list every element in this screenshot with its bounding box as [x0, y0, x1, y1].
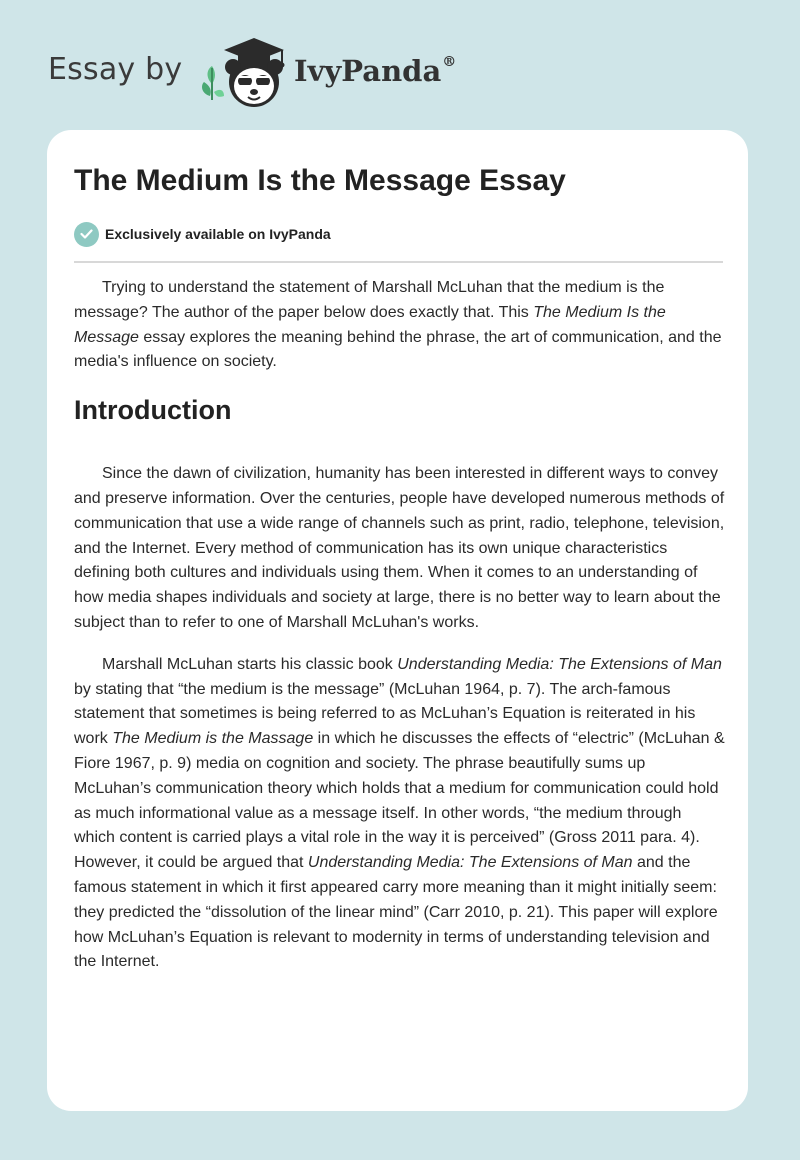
exclusive-label: Exclusively available on IvyPanda — [105, 226, 331, 242]
registered-mark: ® — [442, 54, 457, 71]
body-paragraph-1: Since the dawn of civilization, humanity has been interested in different ways to convey and preserve information. Over the centuries, people have developed numerous methods of communication that use a wide range of channels such as print, radio, telephone, television, and the Internet. Every method of communication has its own unique characteristics defining both cultures and individuals using them. When it comes to an understanding of how media shapes individuals and society at large, there is no better way to learn about the subject than to refer to one of Marshall McLuhan's works. — [74, 465, 725, 631]
brand-name[interactable]: IvyPanda® — [294, 54, 457, 88]
essay-body — [74, 276, 726, 992]
check-icon — [74, 222, 99, 247]
page-title: The Medium Is the Message Essay — [74, 164, 566, 197]
essay-card — [47, 130, 748, 1111]
intro-paragraph: Trying to understand the statement of Marshall McLuhan that the medium is the message? The author of the paper below does exactly that. This The Medium Is the Message essay explores the meaning behind the phrase, the art of communication, and the media's influence on society. — [74, 279, 722, 371]
exclusive-badge — [74, 221, 331, 247]
site-header — [48, 34, 508, 114]
body-paragraph-2: Marshall McLuhan starts his classic book Understanding Media: The Extensions of Man by stating that “the medium is the message” (McLuhan 1964, p. 7). The arch-famous statement that sometimes is being referred to as McLuhan’s Equation is reiterated in his work The Medium is the Massage in which he discusses the effects of “electric” (McLuhan & Fiore 1967, p. 9) media on cognition and society. The phrase beautifully sums up McLuhan’s communication theory which holds that a medium for communication could hold as much informational value as a message itself. In other words, “the medium through which content is carried plays a vital role in the way it is perceived” (Gross 2011 para. 4). However, it could be argued that Understanding Media: The Extensions of Man and the famous statement in which it first appeared carry more meaning than it might initially seem: they predicted the “dissolution of the linear mind” (Carr 2010, p. 21). This paper will explore how McLuhan’s Equation is relevant to modernity in terms of understanding television and the Internet. — [74, 655, 725, 971]
divider — [74, 261, 723, 263]
section-heading: Introduction — [74, 395, 232, 426]
intro-title-italic: The Medium Is the Message — [74, 303, 666, 346]
panda-logo-icon[interactable] — [200, 34, 292, 112]
essay-by-label: Essay by — [48, 52, 183, 87]
